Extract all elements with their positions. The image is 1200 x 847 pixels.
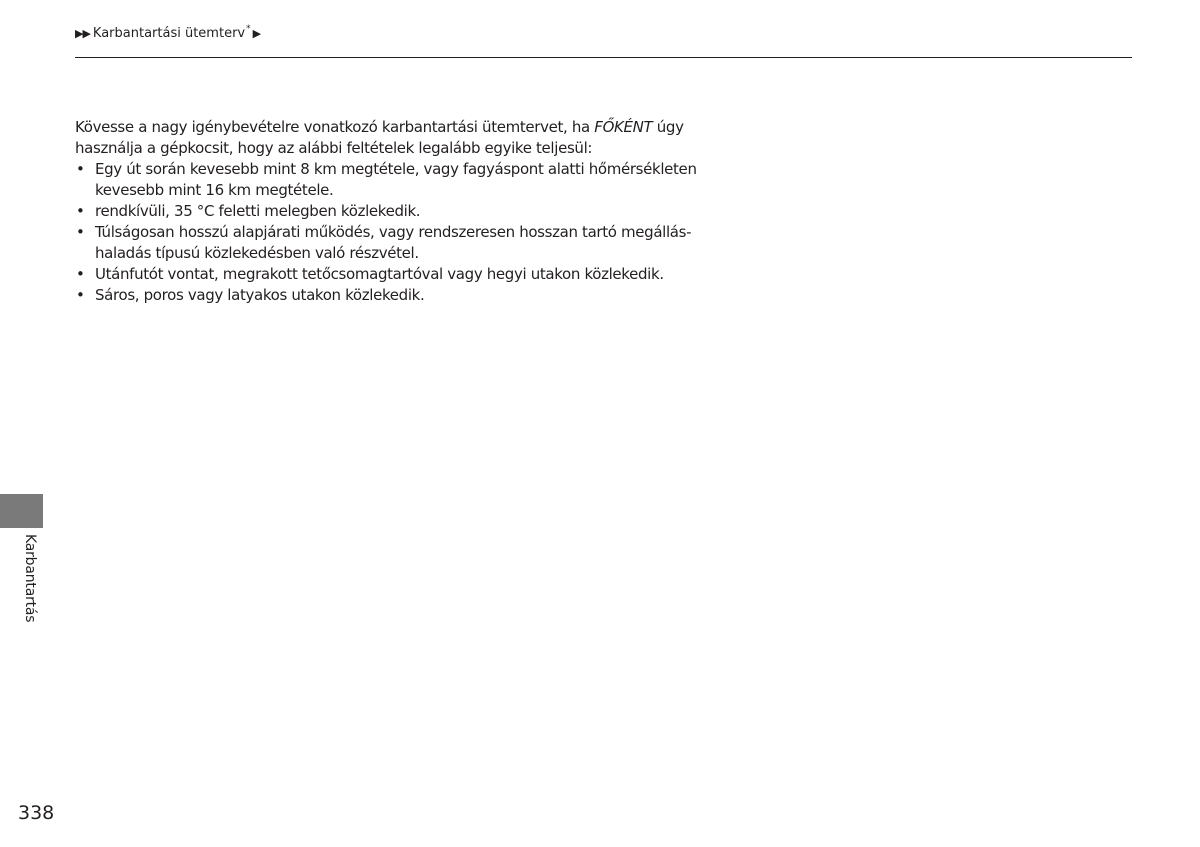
list-item-text: Utánfutót vontat, megrakott tetőcsomagtartóval vagy hegyi utakon közlekedik. bbox=[95, 265, 664, 283]
bullet-icon: • bbox=[76, 160, 85, 178]
breadcrumb-arrows-icon: ▶▶ bbox=[75, 27, 90, 40]
breadcrumb-star: * bbox=[246, 24, 251, 34]
list-item bbox=[75, 222, 715, 264]
list-item bbox=[75, 264, 715, 285]
breadcrumb-end-arrow-icon: ▶ bbox=[252, 27, 262, 40]
bullet-icon: • bbox=[76, 202, 85, 220]
intro-text-after: úgy használja a gépkocsit, hogy az alábbi feltételek legalább egyike teljesül: bbox=[75, 118, 684, 157]
list-item-text: Túlságosan hosszú alapjárati működés, vagy rendszeresen hosszan tartó megállás-haladás típusú közlekedésben való részvétel. bbox=[95, 223, 692, 262]
section-tab bbox=[0, 494, 43, 528]
list-item bbox=[75, 285, 715, 306]
list-item-text: Sáros, poros vagy latyakos utakon közlekedik. bbox=[95, 286, 425, 304]
main-content bbox=[75, 117, 715, 306]
page-number: 338 bbox=[18, 802, 55, 824]
bullet-icon: • bbox=[76, 286, 85, 304]
bullet-icon: • bbox=[76, 265, 85, 283]
list-item-text: rendkívüli, 35 °C feletti melegben közlekedik. bbox=[95, 202, 421, 220]
condition-list bbox=[75, 159, 715, 306]
intro-paragraph bbox=[75, 117, 715, 159]
breadcrumb bbox=[75, 26, 261, 42]
list-item bbox=[75, 159, 715, 201]
header-divider bbox=[75, 57, 1132, 58]
intro-emphasis: FŐKÉNT bbox=[594, 118, 653, 136]
list-item-text: Egy út során kevesebb mint 8 km megtétele, vagy fagyáspont alatti hőmérsékleten kevesebb mint 16 km megtétele. bbox=[95, 160, 697, 199]
bullet-icon: • bbox=[76, 223, 85, 241]
breadcrumb-title: Karbantartási ütemterv bbox=[92, 26, 246, 41]
intro-text-before: Kövesse a nagy igénybevételre vonatkozó karbantartási ütemtervet, ha bbox=[75, 118, 595, 136]
list-item bbox=[75, 201, 715, 222]
section-label: Karbantartás bbox=[22, 534, 38, 623]
